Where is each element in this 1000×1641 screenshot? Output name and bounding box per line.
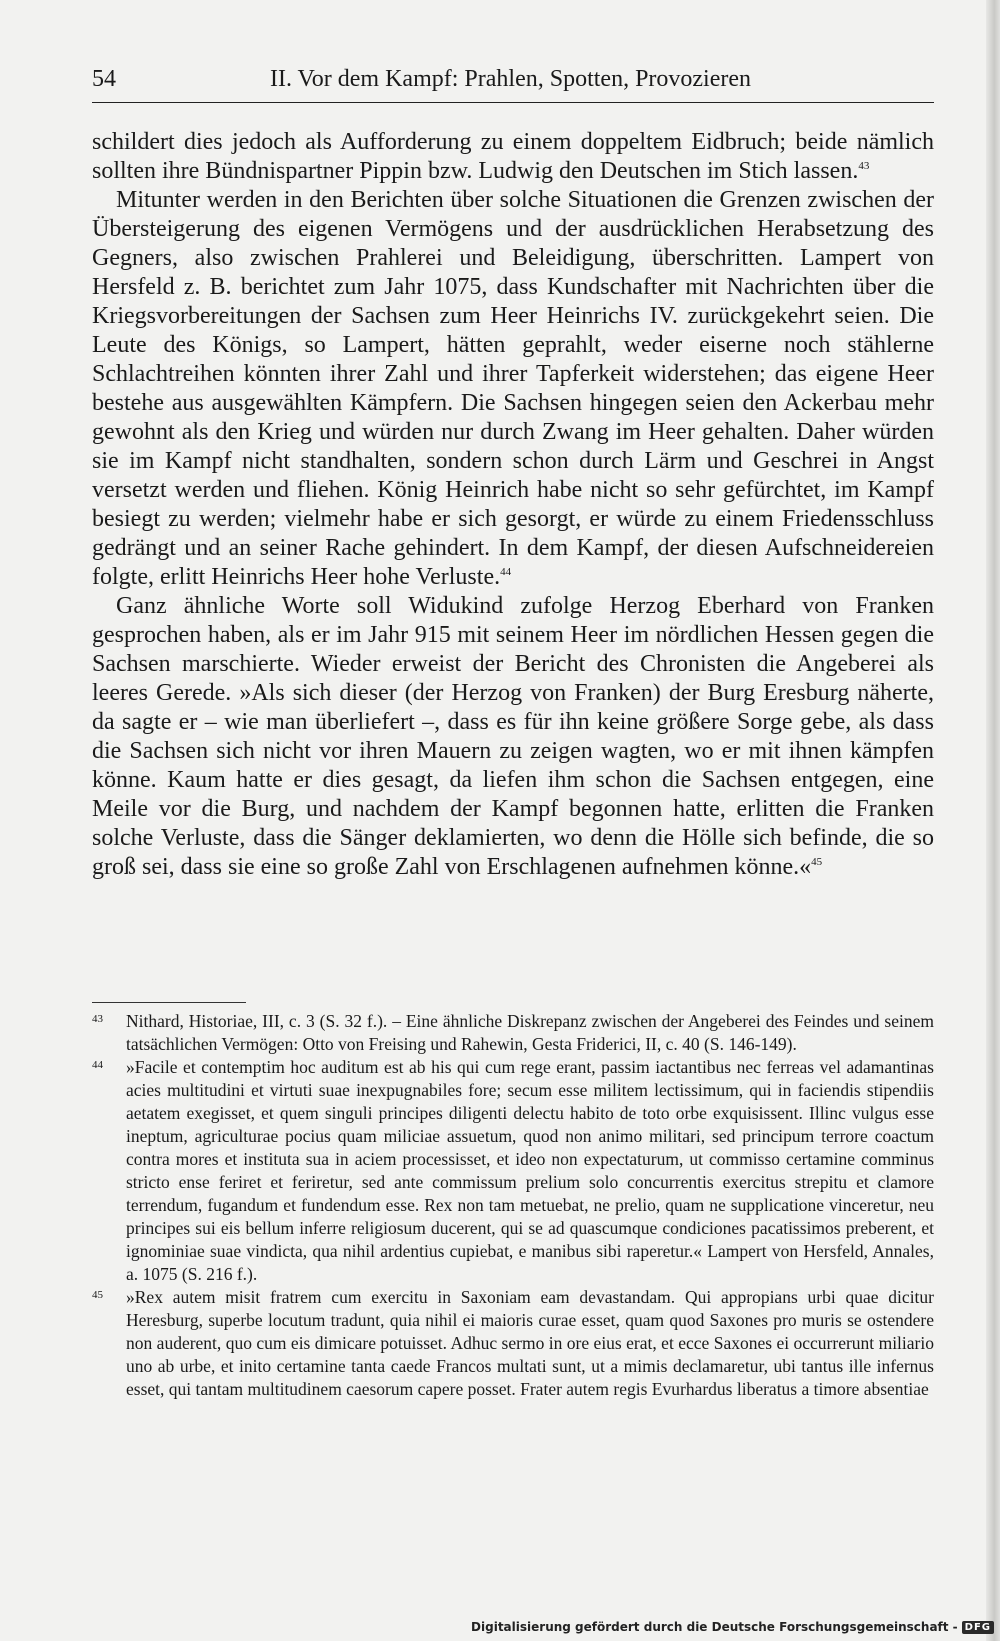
footnote-ref-43[interactable]: 43 [858, 160, 870, 172]
page-number: 54 [92, 66, 116, 92]
footnote-text: »Rex autem misit fratrem cum exercitu in Saxoniam eam devastandam. Qui appropians urbi quae dicitur Heresburg, superbe locutum tradunt, quia nihil ei maioris curae esset, quam quod Saxones pro muris se ostendere non auderent, quo cum eis dimicare potuisset. Adhuc sermo in ore eius erat, et ecce Saxones ei occurrerunt miliario uno ab urbe, et inito certamine tanta caede Francos multati sunt, ut a mimis declamaretur, ubi tantus ille infernus esset, qui tantam multitudinem caesorum capere posset. Frater autem regis Evurhardus liberatus a timore absentiae [126, 1287, 934, 1399]
paragraph-3 [92, 592, 934, 882]
digitization-footer [471, 1617, 994, 1637]
footnote-mark: 43 [92, 1013, 103, 1025]
footnote-44 [92, 1056, 934, 1286]
footnote-ref-44[interactable]: 44 [500, 566, 512, 578]
footnote-divider [92, 1002, 246, 1003]
digitization-note: Digitalisierung gefördert durch die Deutsche Forschungsgemeinschaft - [471, 1620, 958, 1634]
running-header [92, 64, 934, 103]
footnote-43 [92, 1010, 934, 1056]
paragraph-2 [92, 186, 934, 592]
page-edge-shadow [986, 0, 1000, 1641]
dfg-logo-icon: DFG [962, 1621, 994, 1634]
main-text [92, 128, 934, 882]
footnotes [92, 1010, 934, 1401]
footnote-45 [92, 1286, 934, 1401]
footnote-text: Nithard, Historiae, III, c. 3 (S. 32 f.). – Eine ähnliche Diskrepanz zwischen der Angeberei des Feindes und seinem tatsächlichen Vermögen: Otto von Freising und Rahewin, Gesta Friderici, II, c. 40 (S. 146-149). [126, 1011, 934, 1054]
paragraph-text: schildert dies jedoch als Aufforderung zu einem doppeltem Eidbruch; beide nämlich sollten ihre Bündnispartner Pippin bzw. Ludwig den Deutschen im Stich lassen. [92, 129, 934, 184]
footnote-mark: 45 [92, 1289, 103, 1301]
paragraph-text: Ganz ähnliche Worte soll Widukind zufolge Herzog Eberhard von Franken gesprochen haben, als er im Jahr 915 mit seinem Heer im nördlichen Hessen gegen die Sachsen marschierte. Wieder erweist der Bericht des Chronisten die Angeberei als leeres Gerede. »Als sich dieser (der Herzog von Franken) der Burg Eresburg näherte, da sagte er – wie man überliefert –, dass es für ihn keine größere Sorge gebe, als dass die Sachsen sich nicht vor ihren Mauern zu zeigen wagten, wo er mit ihnen kämpfen könne. Kaum hatte er dies gesagt, da liefen ihm schon die Sachsen entgegen, eine Meile vor die Burg, und nachdem der Kampf begonnen hatte, erlitten die Franken solche Verluste, dass die Sänger deklamierten, wo denn die Hölle sich befinde, die so groß sei, dass sie eine so große Zahl von Erschlagenen aufnehmen könne.« [92, 593, 934, 880]
footnote-text: »Facile et contemptim hoc auditum est ab his qui cum rege erant, passim iactantibus nec ferreas vel adamantinas acies multitudini et virtuti suae inexpugnabiles fore; secum esse militem lectissimum, qui in faciendis stipendiis aetatem exegisset, et quem singuli principes diligenti delectu habito de toto orbe exquisissent. Illinc vulgus esse ineptum, agriculturae pocius quam miliciae assuetum, quod non animo militari, sed principum terrore coactum contra mores et instituta sua in aciem processisset, et ideo non expectaturum, ut commisso certamine comminus stricto ense feriret et feriretur, sed ante commissum prelium solo concurrentis exercitus strepitu et clamore terrendum, fugandum et fundendum esse. Rex non tam metuebat, ne prelio, quam ne supplicatione vinceretur, neu principes sui eis bellum inferre religiosum ducerent, qui se ad quascumque condiciones pacatissimos preberent, et ignominiae suae vindicta, qua nihil ardentius cupiebat, e manibus sibi raperetur.« Lampert von Hersfeld, Annales, a. 1075 (S. 216 f.). [126, 1057, 934, 1284]
paragraph-1 [92, 128, 934, 186]
running-title: II. Vor dem Kampf: Prahlen, Spotten, Provozieren [270, 66, 752, 92]
footnote-ref-45[interactable]: 45 [811, 856, 823, 868]
paragraph-text: Mitunter werden in den Berichten über solche Situationen die Grenzen zwischen der Übersteigerung des eigenen Vermögens und der ausdrücklichen Herabsetzung des Gegners, also zwischen Prahlerei und Beleidigung, überschritten. Lampert von Hersfeld z. B. berichtet zum Jahr 1075, dass Kundschafter mit Nachrichten über die Kriegsvorbereitungen der Sachsen zum Heer Heinrichs IV. zurückgekehrt seien. Die Leute des Königs, so Lampert, hätten geprahlt, weder eiserne noch stählerne Schlachtreihen könnten ihrer Zahl und ihrer Tapferkeit widerstehen; das eigene Heer bestehe aus ausgewählten Kämpfern. Die Sachsen hingegen seien den Ackerbau mehr gewohnt als den Krieg und würden nur durch Zwang im Heer gehalten. Daher würden sie im Kampf nicht standhalten, sondern schon durch Lärm und Geschrei in Angst versetzt werden und fliehen. König Heinrich habe nicht so sehr gefürchtet, im Kampf besiegt zu werden; vielmehr habe er sich gesorgt, er würde zu einem Friedensschluss gedrängt und an seiner Rache gehindert. In dem Kampf, der diesen Aufschneidereien folgte, erlitt Heinrichs Heer hohe Verluste. [92, 187, 934, 590]
footnote-mark: 44 [92, 1059, 103, 1071]
